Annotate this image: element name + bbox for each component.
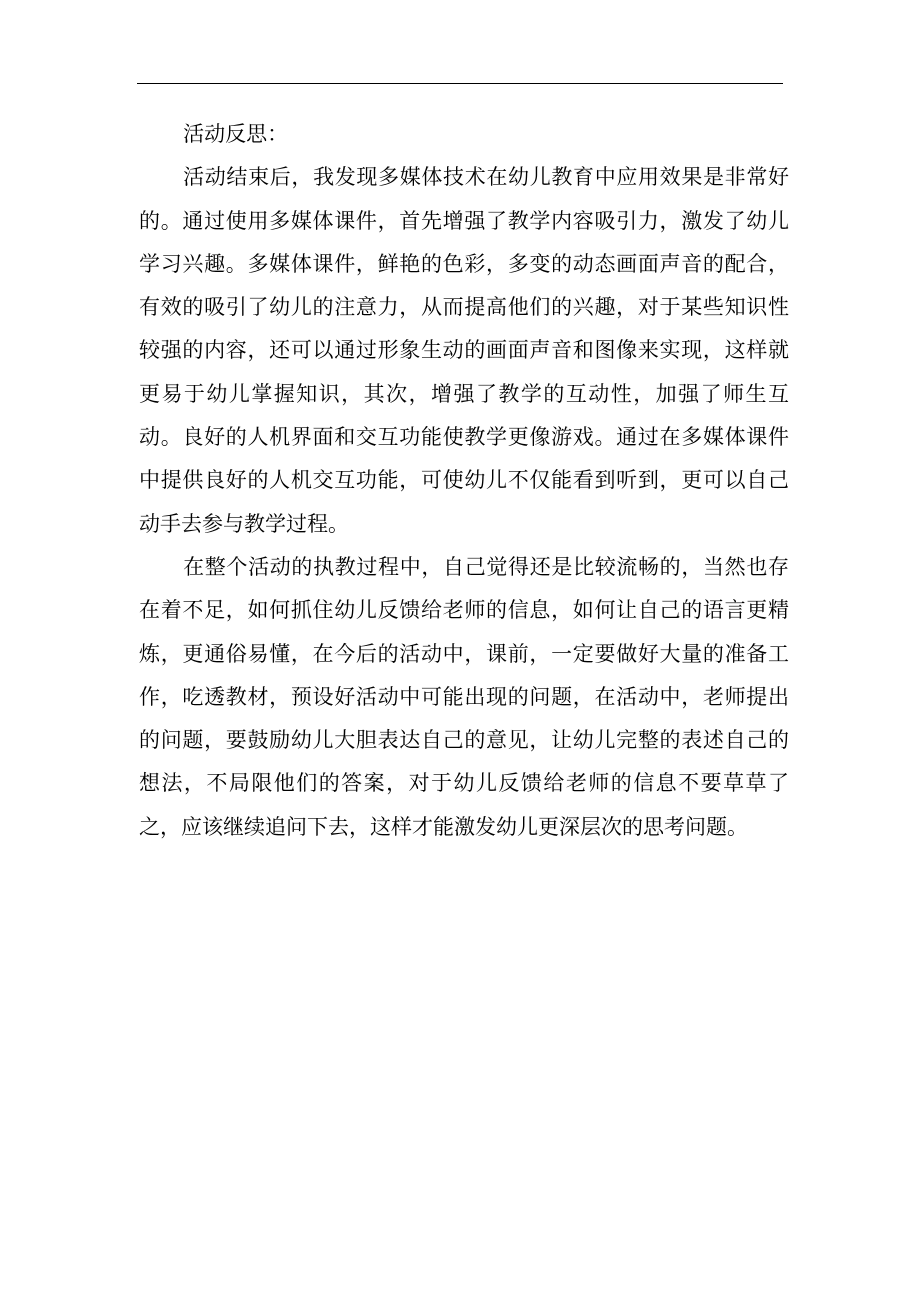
section-heading: 活动反思：: [183, 122, 289, 146]
paragraph-multimedia-effects: 活动结束后，我发现多媒体技术在幼儿教育中应用效果是非常好的。通过使用多媒体课件，首先增强了教学内容吸引力，激发了幼儿学习兴趣。多媒体课件，鲜艳的色彩，多变的动态画面声音的配合，有效的吸引了幼儿的注意力，从而提高他们的兴趣，对于某些知识性较强的内容，还可以通过形象生动的画面声音和图像来实现，这样就更易于幼儿掌握知识，其次，增强了教学的互动性，加强了师生互动。良好的人机界面和交互功能使教学更像游戏。通过在多媒体课件中提供良好的人机交互功能，可使幼儿不仅能看到听到，更可以自己动手去参与教学过程。: [139, 165, 789, 536]
header-divider: [137, 83, 783, 84]
paragraph-teaching-reflection: 在整个活动的执教过程中，自己觉得还是比较流畅的，当然也存在着不足，如何抓住幼儿反馈给老师的信息，如何让自己的语言更精炼，更通俗易懂，在今后的活动中，课前，一定要做好大量的准备工作，吃透教材，预设好活动中可能出现的问题，在活动中，老师提出的问题，要鼓励幼儿大胆表达自己的意见，让幼儿完整的表述自己的想法，不局限他们的答案，对于幼儿反馈给老师的信息不要草草了之，应该继续追问下去，这样才能激发幼儿更深层次的思考问题。: [139, 554, 789, 839]
document-body: [139, 113, 789, 849]
